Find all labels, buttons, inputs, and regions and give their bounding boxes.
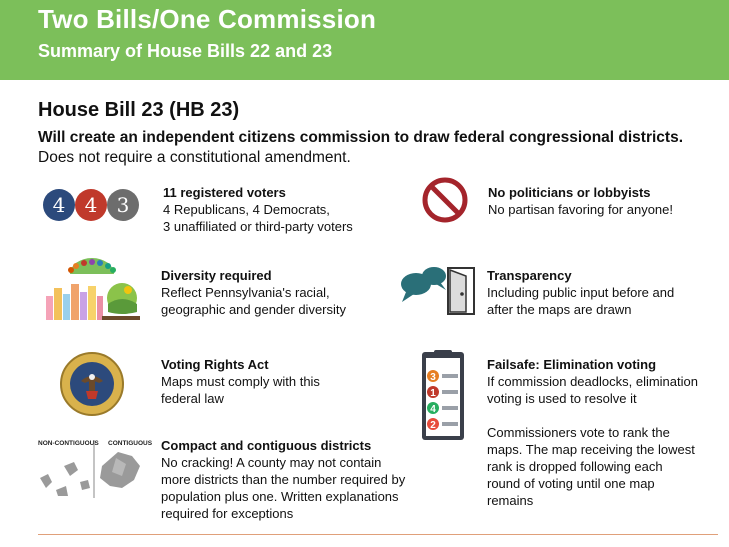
item-voters	[163, 184, 403, 235]
speech-bubbles-door-icon	[398, 262, 478, 320]
item-voting-rights	[161, 356, 401, 407]
rank-digit: 1	[430, 388, 436, 399]
item-title: Failsafe: Elimination voting	[487, 357, 657, 372]
rank-digit: 3	[430, 372, 436, 383]
item-text: voting is used to resolve it	[487, 391, 637, 406]
item-text: round of voting until one map	[487, 476, 655, 491]
item-text: after the maps are drawn	[487, 302, 632, 317]
item-text: No partisan favoring for anyone!	[488, 202, 673, 217]
item-text: geographic and gender diversity	[161, 302, 347, 317]
doj-seal-icon	[59, 351, 125, 417]
item-text: Commissioners vote to rank the	[487, 425, 670, 440]
item-text: Maps must comply with this	[161, 374, 320, 389]
page-title: Two Bills/One Commission	[38, 4, 377, 34]
diversity-people-landscape-icon	[42, 256, 142, 324]
intro-line-1: Will create an independent citizens commission to draw federal congressional districts.	[38, 129, 683, 146]
item-text: maps. The map receiving the lowest	[487, 442, 695, 457]
contiguity-maps-icon	[36, 436, 154, 500]
section-title: House Bill 23 (HB 23)	[38, 99, 240, 121]
item-title: Compact and contiguous districts	[161, 438, 372, 453]
item-title: No politicians or lobbyists	[488, 185, 651, 200]
item-diversity	[161, 267, 401, 318]
item-title: Diversity required	[161, 268, 272, 283]
item-failsafe	[487, 356, 723, 509]
page-subtitle: Summary of House Bills 22 and 23	[38, 41, 333, 61]
item-text: Including public input before and	[487, 285, 675, 300]
section-intro	[38, 128, 728, 168]
label-contiguous: CONTIGUOUS	[108, 440, 153, 447]
header-banner	[0, 0, 729, 80]
item-text: rank is dropped following each	[487, 459, 663, 474]
rank-digit: 4	[430, 404, 436, 415]
item-text: Reflect Pennsylvania's racial,	[161, 285, 330, 300]
voter-badges-icon	[42, 186, 142, 224]
item-text: required for exceptions	[161, 506, 294, 521]
ranked-ballot-clipboard-icon	[420, 350, 466, 442]
item-compact	[161, 437, 421, 522]
item-title: Voting Rights Act	[161, 357, 269, 372]
badge-unaffiliated: 3	[116, 193, 130, 217]
item-text: If commission deadlocks, elimination	[487, 374, 698, 389]
bottom-divider	[38, 534, 718, 535]
item-text: 4 Republicans, 4 Democrats,	[163, 202, 330, 217]
rank-digit: 2	[430, 420, 436, 431]
item-text: population plus one. Written explanations	[161, 489, 399, 504]
item-transparency	[487, 267, 722, 318]
label-non-contiguous: NON-CONTIGUOUS	[38, 440, 99, 447]
item-text: No cracking! A county may not contain	[161, 455, 382, 470]
intro-line-2: Does not require a constitutional amendment.	[38, 149, 351, 166]
item-title: Transparency	[487, 268, 572, 283]
item-text: federal law	[161, 391, 224, 406]
badge-democrats: 4	[84, 193, 98, 217]
badge-republicans: 4	[52, 193, 66, 217]
no-sign-icon	[421, 176, 469, 224]
item-title: 11 registered voters	[163, 185, 286, 200]
item-text: remains	[487, 493, 534, 508]
item-no-politicians	[488, 184, 718, 218]
item-text: more districts than the number required by	[161, 472, 406, 487]
item-text: 3 unaffiliated or third-party voters	[163, 219, 353, 234]
